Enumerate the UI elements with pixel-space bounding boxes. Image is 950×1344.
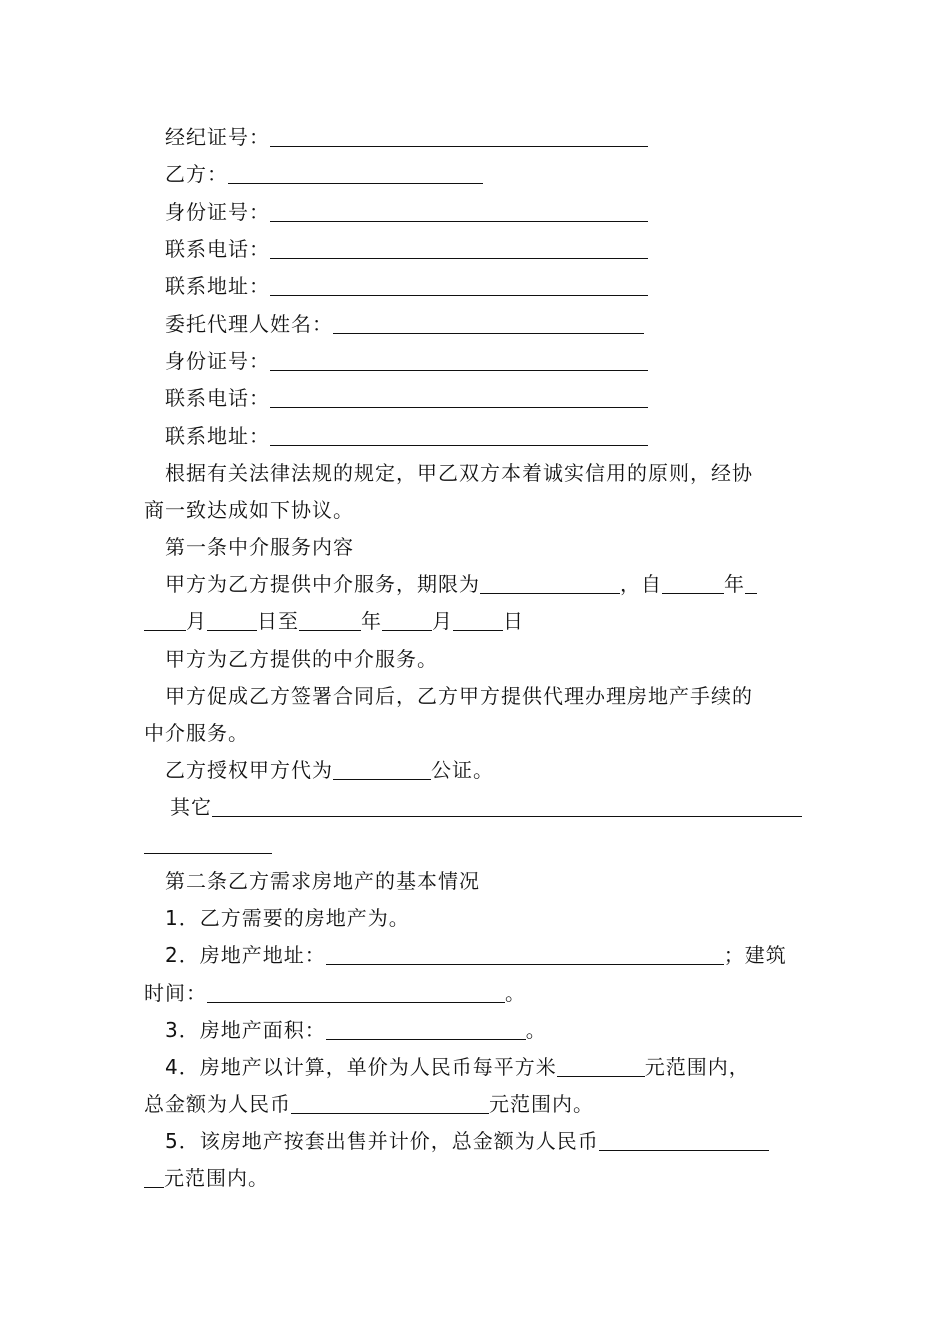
total-price-blank [291,1093,489,1114]
term-blank [480,573,620,594]
item-5-line-2 [144,1165,269,1191]
build-time-blank [207,982,505,1003]
other-blank-b [144,833,272,854]
phone-blank-2 [270,387,648,408]
service-para-3-line-1: 甲方促成乙方签署合同后，乙方甲方提供代理办理房地产手续的 [165,684,753,708]
party-b-line [165,161,483,187]
id-label-2: 身份证号： [165,349,270,373]
item-2-time-label: 时间： [144,981,207,1005]
agent-name-label: 委托代理人姓名： [165,312,333,336]
service-para-2: 甲方为乙方提供的中介服务。 [165,647,438,671]
item-2-build-label: ；建筑 [723,943,787,967]
item-4-total-text: 总金额为人民币 [144,1092,291,1116]
agent-name-line [165,311,644,337]
service-term-text: 甲方为乙方提供中介服务，期限为 [165,572,480,596]
start-year-blank [662,573,724,594]
phone-line-2 [165,385,648,411]
address-line-1 [165,273,648,299]
address-label-2: 联系地址： [165,424,270,448]
item-4-unit-price-text: 4．房地产以计算，单价为人民币每平方米 [165,1055,557,1079]
phone-blank-1 [270,238,648,259]
item-1: 1．乙方需要的房地产为。 [165,906,410,930]
address-blank-2 [270,425,648,446]
item-5-text: 5．该房地产按套出售并计价，总金额为人民币 [165,1129,599,1153]
phone-line-1 [165,236,648,262]
broker-cert-blank [270,126,648,147]
from-text: ，自 [620,572,662,596]
service-para-3-line-2: 中介服务。 [144,721,249,745]
agent-name-blank [333,313,644,334]
notary-blank [333,759,431,780]
intro-line-1: 根据有关法律法规的规定，甲乙双方本着诚实信用的原则，经协 [165,461,753,485]
item-4-line-2 [144,1091,594,1117]
month-text-2: 月 [432,609,453,633]
other-label: 其它 [170,795,212,819]
phone-label-1: 联系电话： [165,237,270,261]
id-blank-1 [270,201,648,222]
phone-label-2: 联系电话： [165,386,270,410]
end-month-blank [382,610,432,631]
item-5-range-end: 元范围内。 [164,1166,269,1190]
start-month-blank-a [745,573,757,594]
item-2-address-label: 2．房地产地址： [165,943,326,967]
end-day-blank [453,610,503,631]
package-price-blank-b [144,1167,164,1188]
item-2-line-2 [144,980,526,1006]
notary-text: 乙方授权甲方代为 [165,758,333,782]
broker-cert-line [165,124,648,150]
year-text: 年 [724,572,745,596]
item-4-range-text: 元范围内， [644,1055,750,1079]
start-day-blank [207,610,257,631]
item-3 [165,1017,547,1043]
id-line-1 [165,199,648,225]
start-month-blank-b [144,610,186,631]
item-4-line-1 [165,1054,750,1080]
item-3-end: 。 [525,1018,547,1042]
end-year-blank [299,610,361,631]
address-blank-3 [326,944,724,965]
address-line-2 [165,423,648,449]
day-to-text: 日至 [257,609,299,633]
other-line [170,794,802,820]
item-3-area-label: 3．房地产面积： [165,1018,326,1042]
package-price-blank-a [599,1130,769,1151]
address-label-1: 联系地址： [165,274,270,298]
party-b-label: 乙方： [165,162,228,186]
item-2-line-1 [165,942,787,968]
day-text-2: 日 [503,609,524,633]
intro-line-2: 商一致达成如下协议。 [144,498,354,522]
area-blank [326,1019,526,1040]
other-blank-a [212,796,802,817]
id-line-2 [165,348,648,374]
service-term-line-1 [165,571,757,597]
id-label-1: 身份证号： [165,200,270,224]
unit-price-blank [557,1056,645,1077]
address-blank-1 [270,275,648,296]
broker-cert-label: 经纪证号： [165,125,270,149]
article-1-title: 第一条中介服务内容 [165,535,354,559]
notary-line [165,757,494,783]
service-term-line-2 [144,608,524,634]
article-2-title: 第二条乙方需求房地产的基本情况 [165,869,480,893]
item-4-range-end: 元范围内。 [489,1092,594,1116]
other-line-2 [144,831,272,857]
year-text-2: 年 [361,609,382,633]
party-b-blank [228,163,483,184]
item-5-line-1 [165,1128,769,1154]
id-blank-2 [270,350,648,371]
month-text: 月 [186,609,207,633]
item-2-end: 。 [505,981,526,1005]
notary-suffix: 公证。 [431,758,494,782]
